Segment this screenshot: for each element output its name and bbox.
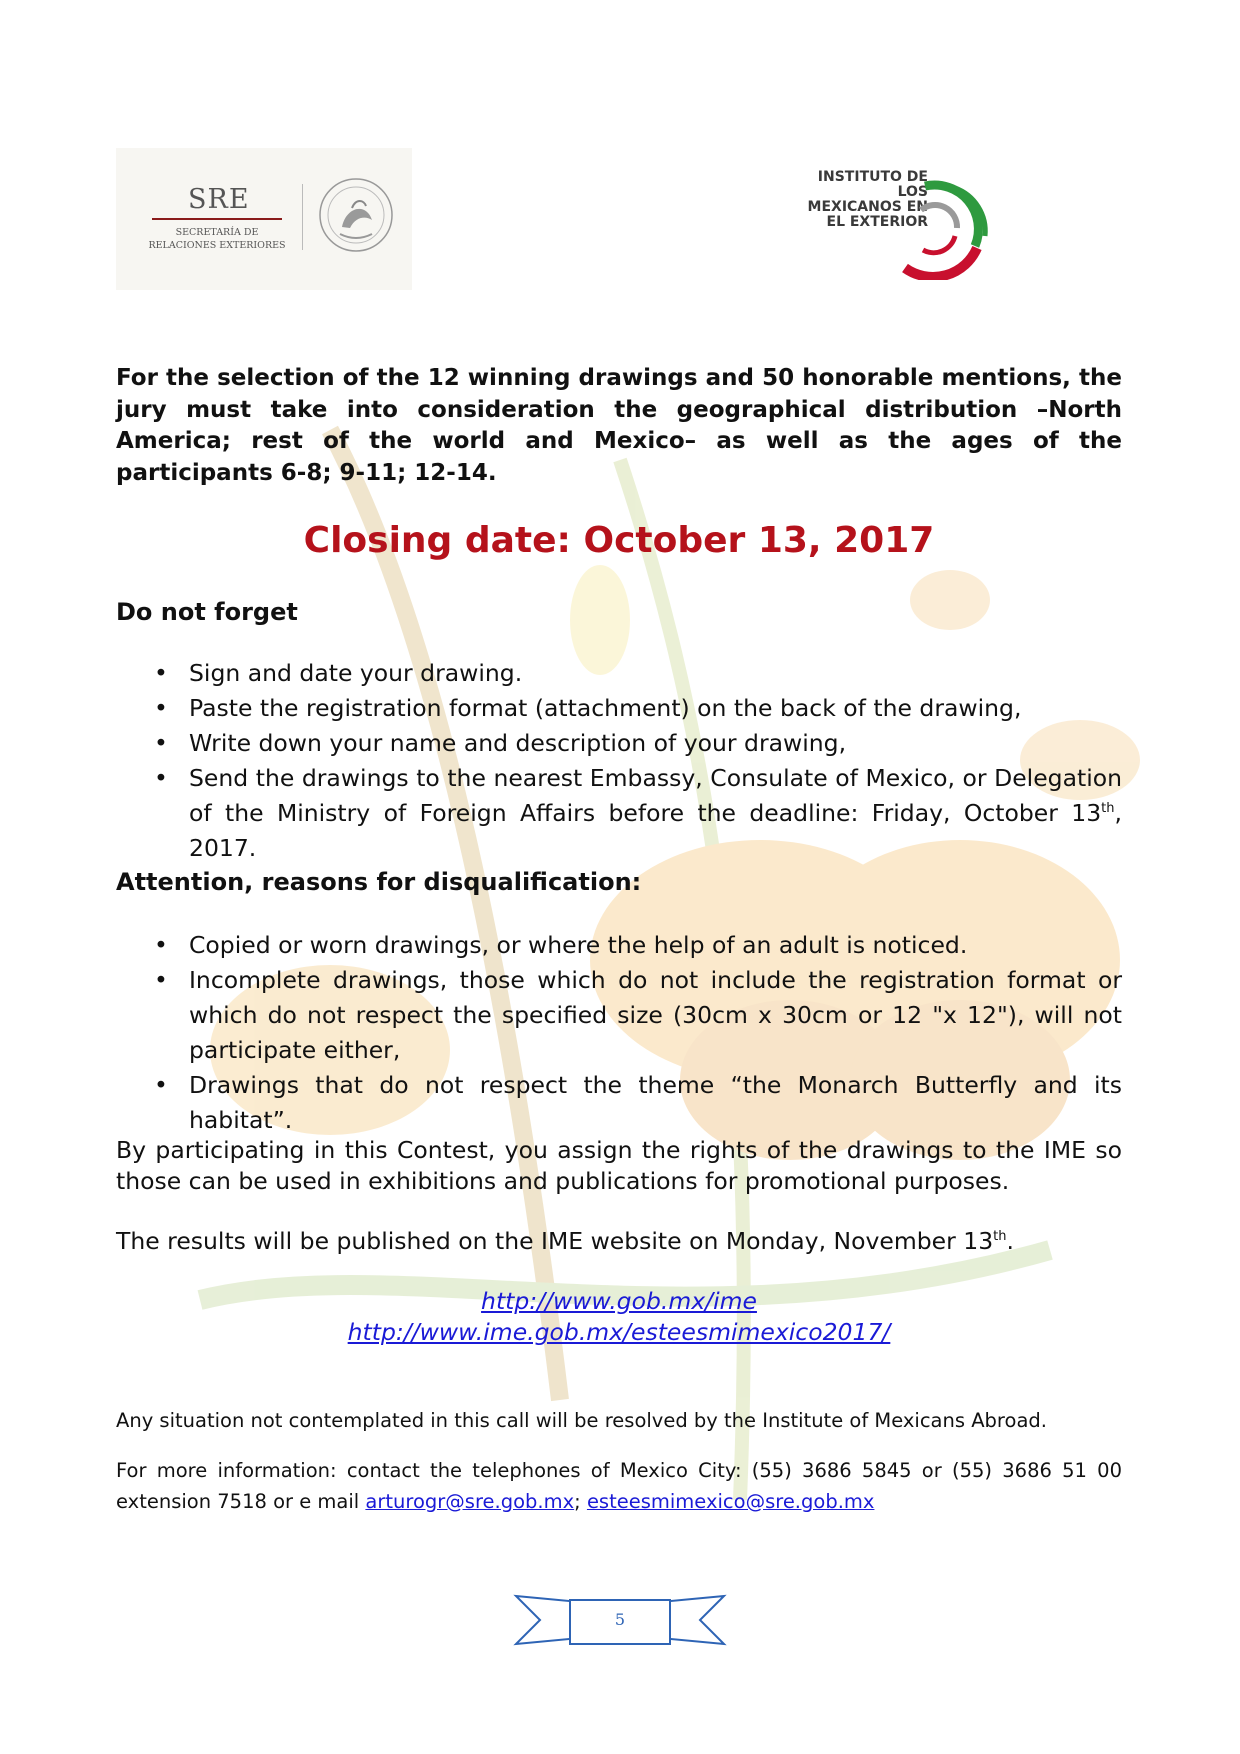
logo-divider [302,184,303,250]
list-item-text: Write down your name and description of your drawing, [189,729,847,757]
bullet-icon: • [154,764,168,792]
disqualification-list [116,928,1122,1138]
disqualification-heading: Attention, reasons for disqualification: [116,868,642,896]
list-item-text: Drawings that do not respect the theme “the Monarch Butterfly and its habitat”. [189,1071,1122,1134]
sre-rule [152,218,282,220]
closing-date-title: Closing date: October 13, 2017 [303,520,935,561]
sre-acronym: SRE [188,184,250,215]
bullet-icon: • [154,966,168,994]
list-item [116,928,1122,963]
bullet-icon: • [154,659,168,687]
ordinal-suffix: th [993,1229,1007,1244]
results-period: . [1006,1227,1014,1255]
mexican-seal-icon [316,172,396,258]
list-item [116,691,1122,726]
rights-paragraph: By participating in this Contest, you assign the rights of the drawings to the IME so those can be used in exhibitions and publications for promotional purposes. [116,1136,1122,1195]
contact-paragraph [116,1455,1122,1517]
bullet-icon: • [154,694,168,722]
email-link-esteesmimexico[interactable]: esteesmimexico@sre.gob.mx [586,1490,875,1513]
results-text: The results will be published on the IME website on Monday, November 13 [116,1227,994,1255]
ime-website-link[interactable]: http://www.gob.mx/ime [481,1287,757,1315]
list-item [116,963,1122,1068]
sre-logo [116,148,412,290]
unforeseen-note: Any situation not contemplated in this call will be resolved by the Institute of Mexicans Abroad. [116,1409,1047,1432]
contact-text: For more information: contact the telephones of Mexico City: (55) 3686 5845 or (55) 3686 51 00 extension 7518 or e mail [116,1459,1122,1513]
intro-paragraph: For the selection of the 12 winning drawings and 50 honorable mentions, the jury must take into consideration the geographical distribution –North America; rest of the world and Mexico– as well as the ages of the participants 6-8; 9-11; 12-14. [116,365,1122,486]
do-not-forget-list [116,656,1122,866]
bullet-icon: • [154,931,168,959]
do-not-forget-heading: Do not forget [116,598,298,626]
list-item-text: Incomplete drawings, those which do not include the registration format or which do not respect the specified size (30cm x 30cm or 12 "x 12"), will not participate either, [189,966,1122,1064]
email-separator: ; [574,1490,587,1513]
website-links [116,1286,1122,1348]
ordinal-suffix: th [1101,801,1115,816]
list-item [116,1068,1122,1138]
email-link-arturogr[interactable]: arturogr@sre.gob.mx [365,1490,575,1513]
results-paragraph [116,1226,1122,1257]
page-number: 5 [614,1610,626,1629]
list-item-text [189,761,1122,866]
bullet-icon: • [154,1071,168,1099]
deadline-year: , 2017. [189,799,1122,862]
deadline-text: Send the drawings to the nearest Embassy, Consulate of Mexico, or Delegation of the Ministry of Foreign Affairs before the deadline: Friday, October 13 [189,764,1122,827]
list-item [116,761,1122,866]
ime-arcs-icon [885,176,1000,280]
sre-subtitle: SECRETARÍA DE RELACIONES EXTERIORES [148,227,286,251]
list-item [116,656,1122,691]
list-item-text: Sign and date your drawing. [189,659,523,687]
list-item [116,726,1122,761]
list-item-text: Paste the registration format (attachment) on the back of the drawing, [189,694,1022,722]
ime-logo [790,170,1000,280]
bullet-icon: • [154,729,168,757]
contest-website-link[interactable]: http://www.ime.gob.mx/esteesmimexico2017/ [347,1318,891,1346]
ime-logo-text: INSTITUTO DE LOS MEXICANOS EN EL EXTERIOR [807,169,928,230]
list-item-text: Copied or worn drawings, or where the help of an adult is noticed. [189,931,968,959]
